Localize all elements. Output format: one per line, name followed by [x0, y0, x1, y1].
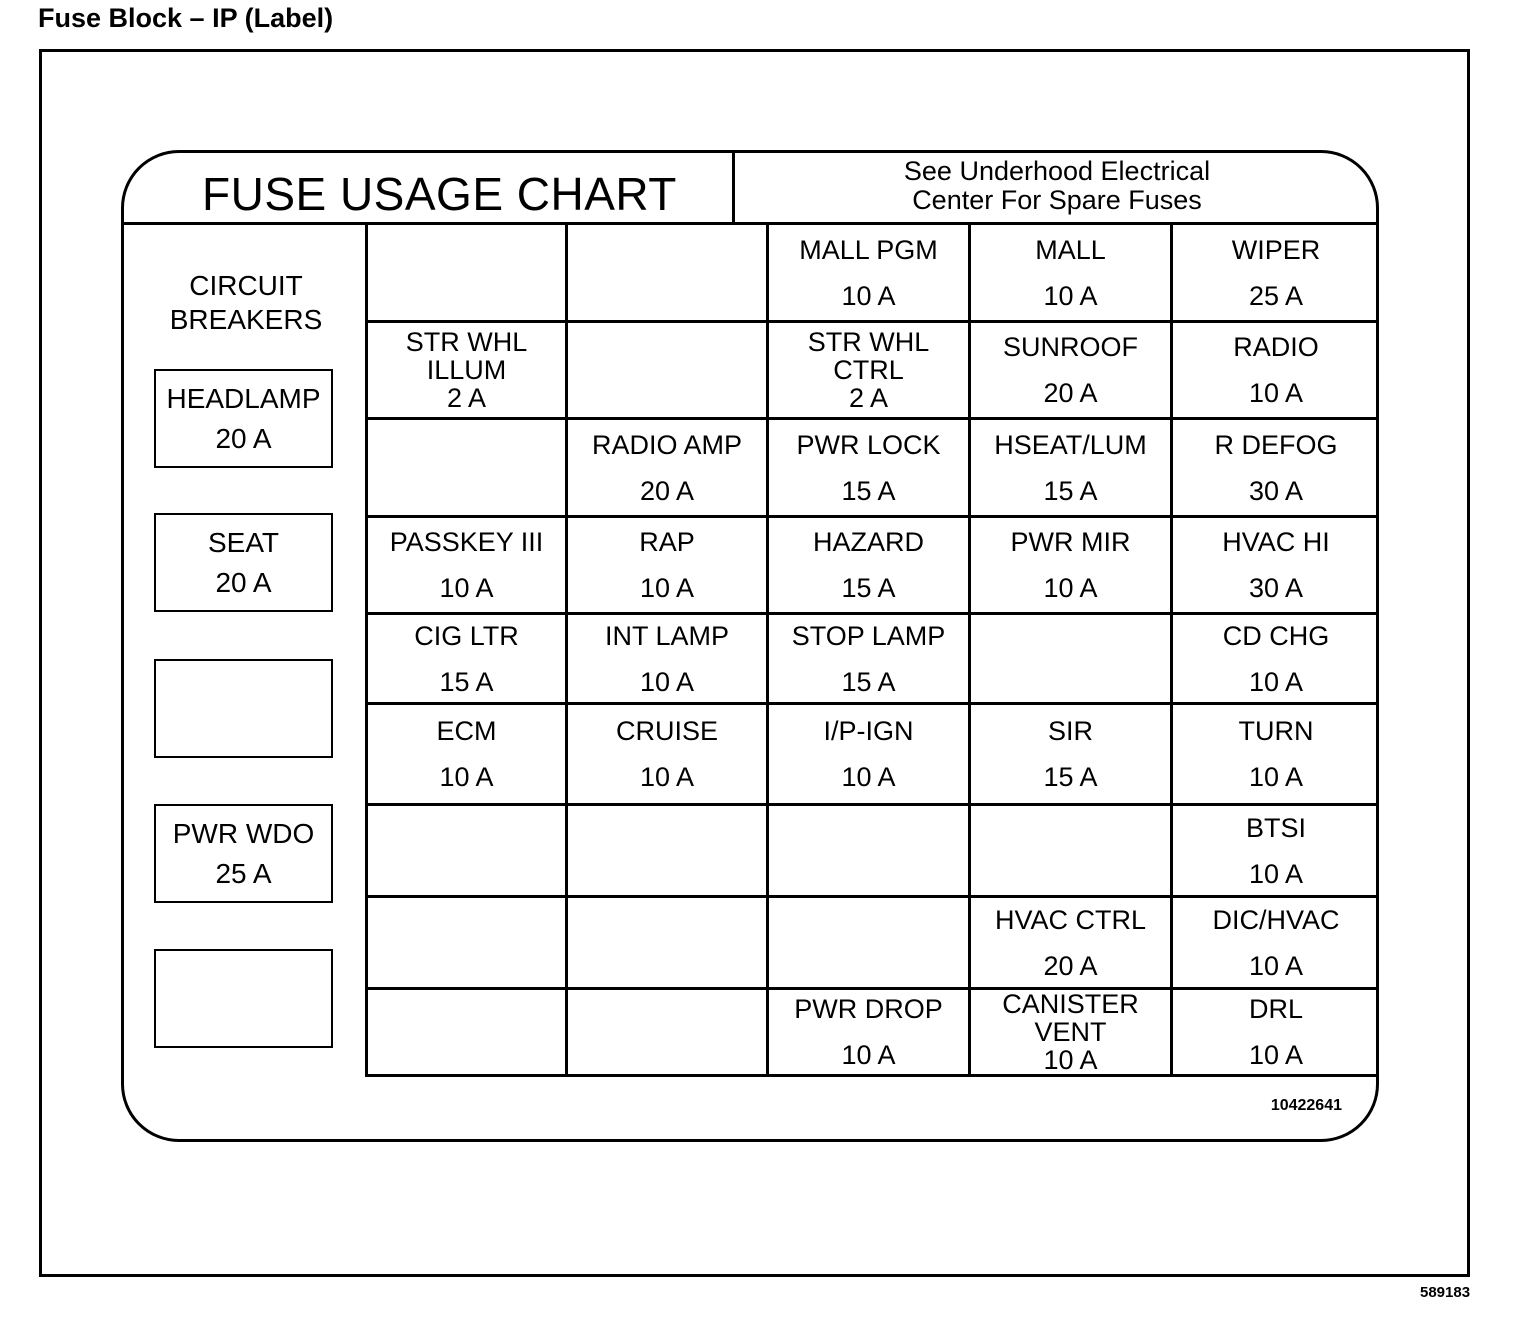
fuse-label: SUNROOF: [1003, 332, 1138, 362]
fuse-rating: 15 A: [841, 666, 896, 697]
circuit-breaker-panel: [124, 225, 368, 1077]
fuse-cell-empty: [568, 990, 769, 1077]
fuse-cell-rap: [568, 518, 769, 615]
breaker-headlamp: [154, 369, 333, 468]
fuse-cell-stop-lamp: [769, 615, 971, 705]
fuse-label: MALL PGM: [799, 234, 938, 265]
fuse-rating: 15 A: [841, 573, 896, 603]
part-number: 10422641: [1270, 1097, 1342, 1114]
fuse-cell-mall-pgm: [769, 225, 971, 323]
fuse-cell-mall: [971, 225, 1173, 323]
fuse-cell-empty: [568, 806, 769, 898]
fuse-rating: 10 A: [439, 762, 494, 792]
breaker-empty-5: [154, 949, 333, 1048]
fuse-cell-sir: [971, 705, 1173, 806]
fuse-label: DRL: [1248, 994, 1303, 1024]
fuse-cell-empty: [568, 323, 769, 420]
fuse-cell-cruise: [568, 705, 769, 806]
fuse-rating: 30 A: [1248, 475, 1304, 506]
fuse-rating: 15 A: [1043, 475, 1098, 506]
fuse-label: CD CHG: [1222, 620, 1330, 651]
fuse-rating: 10 A: [639, 573, 695, 603]
fuse-rating: 10 A: [1043, 280, 1098, 311]
fuse-rating: 10 A: [841, 280, 896, 311]
fuse-rating: 2 A: [848, 383, 889, 413]
note-line-2: Center For Spare Fuses: [912, 185, 1202, 215]
heading-line-1: CIRCUIT: [189, 270, 303, 301]
fuse-label: MALL: [1035, 234, 1106, 265]
circuit-breakers-heading: [124, 269, 368, 337]
fuse-cell-turn: [1173, 705, 1379, 806]
fuse-cell-passkey-iii: [368, 518, 568, 615]
fuse-cell-empty: [971, 806, 1173, 898]
fuse-cell-hvac-hi: [1173, 518, 1379, 615]
fuse-rating: 2 A: [446, 383, 487, 413]
fuse-label: STOP LAMP: [791, 620, 946, 651]
fuse-cell-pwr-lock: [769, 420, 971, 518]
fuse-label: BTSI: [1245, 812, 1306, 843]
fuse-cell-empty: [568, 225, 769, 323]
fuse-label: HVAC HI: [1222, 527, 1330, 557]
fuse-cell-cd-chg: [1173, 615, 1379, 705]
breaker-rating: 25 A: [215, 857, 272, 889]
fuse-cell-drl: [1173, 990, 1379, 1077]
fuse-cell-sunroof: [971, 323, 1173, 420]
fuse-cell-hseat-lum: [971, 420, 1173, 518]
fuse-rating: 30 A: [1248, 573, 1304, 603]
breaker-seat: [154, 513, 333, 612]
fuse-cell-pwr-mir: [971, 518, 1173, 615]
fuse-cell-cig-ltr: [368, 615, 568, 705]
heading-line-2: BREAKERS: [169, 304, 323, 335]
breaker-rating: 20 A: [215, 566, 272, 598]
fuse-cell-btsi: [1173, 806, 1379, 898]
fuse-cell-str-whl-ctrl: [769, 323, 971, 420]
fuse-label: HAZARD: [812, 527, 924, 557]
fuse-label: PWR MIR: [1010, 527, 1131, 557]
fuse-rating: 15 A: [439, 666, 494, 697]
fuse-cell-radio-amp: [568, 420, 769, 518]
fuse-label: CTRL: [833, 355, 904, 385]
fuse-cell-canister-vent: [971, 990, 1173, 1077]
fuse-label: HVAC CTRL: [994, 904, 1147, 935]
fuse-rating: 10 A: [1043, 573, 1098, 603]
fuse-rating: 15 A: [1043, 762, 1098, 792]
fuse-label: DIC/HVAC: [1212, 904, 1340, 935]
fuse-cell-empty: [769, 898, 971, 990]
fuse-label: I/P-IGN: [823, 716, 914, 746]
fuse-label: RADIO: [1233, 332, 1319, 362]
breaker-rating: 20 A: [215, 422, 272, 454]
fuse-label: VENT: [1034, 1017, 1107, 1047]
fuse-cell-empty: [368, 990, 568, 1077]
breaker-name: SEAT: [207, 526, 280, 558]
fuse-label: PASSKEY III: [389, 527, 544, 557]
fuse-label: SIR: [1047, 716, 1093, 746]
fuse-label: ILLUM: [426, 355, 507, 385]
chart-footer: [124, 1077, 1376, 1142]
fuse-usage-chart: [121, 150, 1379, 1142]
chart-title: FUSE USAGE CHART: [202, 168, 677, 220]
fuse-cell-wiper: [1173, 225, 1379, 323]
fuse-label: R DEFOG: [1214, 429, 1338, 460]
fuse-cell-empty: [368, 806, 568, 898]
fuse-label: HSEAT/LUM: [994, 429, 1147, 460]
fuse-rating: 20 A: [1043, 378, 1098, 408]
fuse-cell-radio: [1173, 323, 1379, 420]
breaker-empty-3: [154, 659, 333, 758]
spare-fuses-note: [735, 157, 1379, 215]
fuse-rating: 25 A: [1248, 280, 1304, 311]
fuse-rating: 10 A: [1248, 950, 1304, 981]
fuse-label: RAP: [639, 527, 695, 557]
figure-id: 589183: [1420, 1284, 1471, 1301]
fuse-label: PWR DROP: [794, 994, 943, 1024]
fuse-label: CRUISE: [615, 716, 718, 746]
fuse-rating: 10 A: [841, 762, 896, 792]
fuse-rating: 10 A: [1248, 762, 1304, 792]
fuse-cell-str-whl-illum: [368, 323, 568, 420]
fuse-rating: 10 A: [841, 1040, 896, 1070]
breaker-name: HEADLAMP: [166, 382, 321, 414]
fuse-rating: 10 A: [439, 573, 494, 603]
fuse-label: STR WHL: [405, 327, 528, 357]
fuse-label: CANISTER: [1002, 989, 1139, 1019]
chart-header: [124, 153, 1376, 225]
fuse-rating: 15 A: [841, 475, 896, 506]
fuse-cell-hazard: [769, 518, 971, 615]
breaker-name: PWR WDO: [172, 817, 315, 849]
fuse-cell-dic-hvac: [1173, 898, 1379, 990]
fuse-cell-ecm: [368, 705, 568, 806]
fuse-grid: [368, 225, 1379, 1077]
fuse-cell-int-lamp: [568, 615, 769, 705]
fuse-label: PWR LOCK: [796, 429, 941, 460]
fuse-rating: 10 A: [639, 762, 695, 792]
page-title: Fuse Block – IP (Label): [38, 3, 334, 33]
fuse-rating: 10 A: [1248, 378, 1304, 408]
fuse-cell-empty: [368, 898, 568, 990]
fuse-rating: 10 A: [1043, 1045, 1098, 1075]
fuse-cell-empty: [769, 806, 971, 898]
fuse-cell-r-defog: [1173, 420, 1379, 518]
fuse-label: TURN: [1238, 716, 1314, 746]
fuse-cell-hvac-ctrl: [971, 898, 1173, 990]
breaker-pwr-wdo: [154, 804, 333, 903]
fuse-label: STR WHL: [807, 327, 930, 357]
fuse-rating: 20 A: [639, 475, 695, 506]
fuse-cell-empty: [971, 615, 1173, 705]
fuse-label: CIG LTR: [414, 620, 519, 651]
fuse-cell-empty: [568, 898, 769, 990]
note-line-1: See Underhood Electrical: [903, 156, 1211, 186]
fuse-rating: 10 A: [1248, 1040, 1304, 1070]
fuse-rating: 20 A: [1043, 950, 1098, 981]
fuse-rating: 10 A: [1248, 858, 1304, 889]
fuse-cell-i-p-ign: [769, 705, 971, 806]
fuse-cell-empty: [368, 420, 568, 518]
fuse-rating: 10 A: [1248, 666, 1304, 697]
fuse-label: RADIO AMP: [591, 429, 743, 460]
fuse-label: ECM: [436, 716, 497, 746]
fuse-cell-pwr-drop: [769, 990, 971, 1077]
fuse-cell-empty: [368, 225, 568, 323]
fuse-rating: 10 A: [639, 666, 695, 697]
fuse-label: INT LAMP: [604, 620, 730, 651]
fuse-label: WIPER: [1231, 234, 1321, 265]
